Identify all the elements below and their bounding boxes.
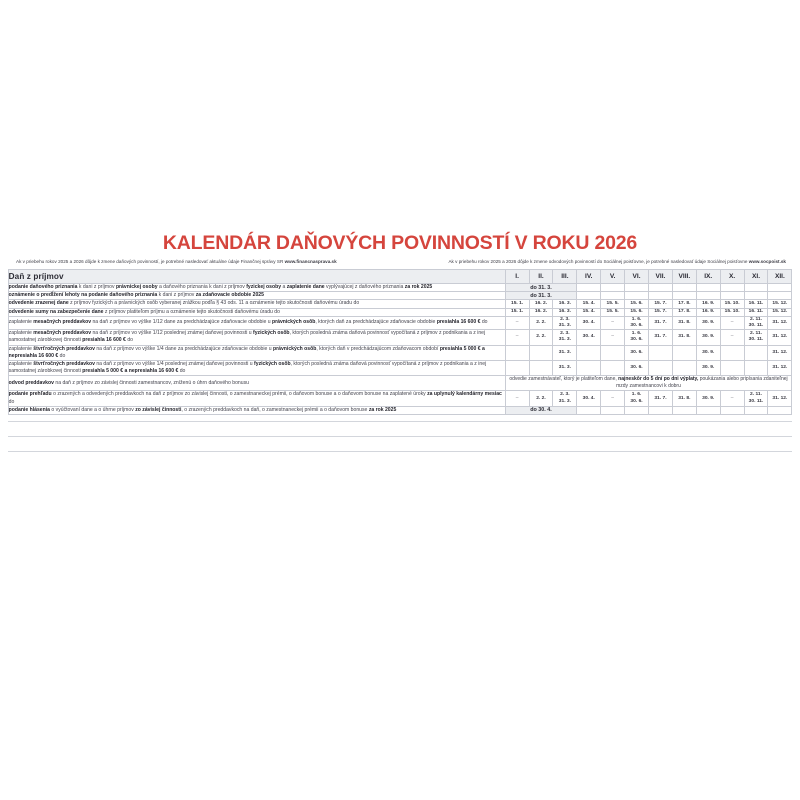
row-danove-priznanie-month-12 bbox=[768, 284, 792, 292]
notes-row bbox=[8, 256, 792, 269]
row-danove-priznanie-month-8 bbox=[672, 284, 696, 292]
row-stvrtrocne-pravnicke-month-7 bbox=[649, 345, 673, 360]
row-mesacne-fyzicke-month-9: 30. 9. bbox=[696, 330, 720, 345]
table-row bbox=[8, 284, 792, 292]
row-podanie-prehladu-description: podanie prehľadu o zrazených a odvedených preddavkoch na daň z príjmov zo závislej činnosti, o zamestnaneckej prémii, o daňovom bonuse a o daňovom bonuse na zaplatené úroky za uplynulý kalendárny mesiac do bbox=[8, 391, 505, 406]
row-podanie-prehladu-month-2: 2. 2. bbox=[529, 391, 553, 406]
table-row bbox=[8, 391, 792, 406]
row-danove-priznanie-month-11 bbox=[744, 284, 768, 292]
row-stvrtrocne-fyzicke-month-2 bbox=[529, 361, 553, 376]
row-oznamenie-predlzenie-month-9 bbox=[696, 292, 720, 300]
row-podanie-prehladu-month-10: – bbox=[720, 391, 744, 406]
row-mesacne-pravnicke-month-5: – bbox=[601, 316, 625, 329]
row-zrazena-dan-month-7: 15. 7. bbox=[649, 300, 673, 308]
row-danove-priznanie-month-9 bbox=[696, 284, 720, 292]
row-stvrtrocne-fyzicke-month-9: 30. 9. bbox=[696, 361, 720, 376]
row-stvrtrocne-fyzicke-month-12: 31. 12. bbox=[768, 361, 792, 376]
row-mesacne-pravnicke-month-10: – bbox=[720, 316, 744, 329]
row-podanie-hlasenia-month-12 bbox=[768, 406, 792, 414]
header-month-11: XI. bbox=[744, 270, 768, 284]
header-month-7: VII. bbox=[649, 270, 673, 284]
row-mesacne-fyzicke-month-5: – bbox=[601, 330, 625, 345]
row-zabezpecenie-dane-month-2: 16. 2. bbox=[529, 308, 553, 316]
row-zrazena-dan-month-11: 16. 11. bbox=[744, 300, 768, 308]
row-podanie-hlasenia-month-6 bbox=[625, 406, 649, 414]
row-mesacne-pravnicke-month-8: 31. 8. bbox=[672, 316, 696, 329]
row-oznamenie-predlzenie-month-11 bbox=[744, 292, 768, 300]
row-podanie-hlasenia-month-5 bbox=[601, 406, 625, 414]
row-danove-priznanie-description: podanie daňového priznania k dani z príjmov právnickej osoby a daňového priznania k dani z príjmov fyzickej osoby a zaplatenie dane vyplývajúcej z daňového priznania za rok 2025 bbox=[8, 284, 505, 292]
row-podanie-prehladu-month-3: 2. 3. 31. 3. bbox=[553, 391, 577, 406]
tail-lines bbox=[8, 415, 792, 452]
row-podanie-prehladu-month-4: 30. 4. bbox=[577, 391, 601, 406]
row-stvrtrocne-fyzicke-month-6: 30. 6. bbox=[625, 361, 649, 376]
header-month-5: V. bbox=[601, 270, 625, 284]
note-socpoist-link: www.socpoist.sk bbox=[748, 259, 786, 264]
header-month-12: XII. bbox=[768, 270, 792, 284]
table-row bbox=[8, 330, 792, 345]
header-description: Daň z príjmov bbox=[8, 270, 505, 284]
row-stvrtrocne-pravnicke-month-6: 30. 6. bbox=[625, 345, 649, 360]
row-mesacne-pravnicke-description: zaplatenie mesačných preddavkov na daň z príjmov vo výške 1/12 dane za predchádzajúce zdaňovacie obdobie u právnických osôb, ktorých daň za predchádzajúce zdaňovacie obdobie presiahla 16 600 € do bbox=[8, 316, 505, 329]
row-zrazena-dan-month-10: 15. 10. bbox=[720, 300, 744, 308]
row-mesacne-pravnicke-month-7: 31. 7. bbox=[649, 316, 673, 329]
header-month-1: I. bbox=[505, 270, 529, 284]
header-month-9: IX. bbox=[696, 270, 720, 284]
row-oznamenie-predlzenie-month-10 bbox=[720, 292, 744, 300]
row-zrazena-dan-month-5: 15. 5. bbox=[601, 300, 625, 308]
row-podanie-hlasenia-month-7 bbox=[649, 406, 673, 414]
row-mesacne-fyzicke-month-11: 2. 11. 30. 11. bbox=[744, 330, 768, 345]
row-stvrtrocne-fyzicke-month-11 bbox=[744, 361, 768, 376]
row-danove-priznanie-month-10 bbox=[720, 284, 744, 292]
row-stvrtrocne-pravnicke-description: zaplatenie štvrťročných preddavkov na daň z príjmov vo výške 1/4 dane za predchádzajúce zdaňovacie obdobie u právnických osôb, ktorých daň v predchádzajúcom zdaňovacom období presiahla 5 000 € a nepresiahla 16 600 € do bbox=[8, 345, 505, 360]
row-zrazena-dan-month-2: 16. 2. bbox=[529, 300, 553, 308]
row-oznamenie-predlzenie-month-8 bbox=[672, 292, 696, 300]
row-zrazena-dan-month-8: 17. 8. bbox=[672, 300, 696, 308]
calendar-sheet bbox=[0, 232, 800, 452]
row-zabezpecenie-dane-month-7: 15. 7. bbox=[649, 308, 673, 316]
row-zabezpecenie-dane-month-12: 15. 12. bbox=[768, 308, 792, 316]
row-mesacne-fyzicke-month-7: 31. 7. bbox=[649, 330, 673, 345]
row-oznamenie-predlzenie-month-4 bbox=[577, 292, 601, 300]
tax-calendar-table bbox=[8, 269, 793, 415]
row-mesacne-fyzicke-month-2: 2. 2. bbox=[529, 330, 553, 345]
row-mesacne-fyzicke-description: zaplatenie mesačných preddavkov na daň z príjmov vo výške 1/12 poslednej známej daňovej povinnosti u fyzických osôb, ktorých posledná známa daňová povinnosť vypočítaná z príjmov z podnikania a z inej samostatnej zárobkovej činnosti presiahla 16 600 € do bbox=[8, 330, 505, 345]
row-stvrtrocne-pravnicke-month-5 bbox=[601, 345, 625, 360]
row-odvod-preddavkov-note: odvedie zamestnávateľ, ktorý je platiteľom dane, najneskôr do 5 dní po dni výplaty, poukázania alebo pripísania zdaniteľnej mzdy zamestnancovi k dobru bbox=[505, 376, 792, 391]
row-oznamenie-predlzenie-description: oznámenie o predĺžení lehoty na podanie daňového priznania k dani z príjmov za zdaňovacie obdobie 2025 bbox=[8, 292, 505, 300]
note-financnasprava-text: Ak v priebehu rokov 2025 a 2026 dôjde k zmene daňových povinností, je potrebné nasledovať aktuálne údaje Finančnej správy SR bbox=[16, 259, 285, 264]
table-row bbox=[8, 308, 792, 316]
tail-line bbox=[8, 421, 792, 422]
row-podanie-hlasenia-month-10 bbox=[720, 406, 744, 414]
row-podanie-prehladu-month-5: – bbox=[601, 391, 625, 406]
table-row bbox=[8, 292, 792, 300]
row-zrazena-dan-month-12: 15. 12. bbox=[768, 300, 792, 308]
row-mesacne-pravnicke-month-9: 30. 9. bbox=[696, 316, 720, 329]
header-month-6: VI. bbox=[625, 270, 649, 284]
note-financnasprava-link: www.financnasprava.sk bbox=[284, 259, 337, 264]
row-mesacne-fyzicke-month-6: 1. 6. 30. 6. bbox=[625, 330, 649, 345]
row-oznamenie-predlzenie-month-6 bbox=[625, 292, 649, 300]
row-stvrtrocne-fyzicke-month-8 bbox=[672, 361, 696, 376]
row-zabezpecenie-dane-month-10: 15. 10. bbox=[720, 308, 744, 316]
row-podanie-hlasenia-description: podanie hlásenia o vyúčtovaní dane a o úhrne príjmov zo závislej činnosti, o zrazených preddavkoch na daň, o zamestnaneckej prémii a o daňovom bonuse za rok 2025 bbox=[8, 406, 505, 414]
table-header-row bbox=[8, 270, 792, 284]
row-podanie-prehladu-month-9: 30. 9. bbox=[696, 391, 720, 406]
row-zrazena-dan-description: odvedenie zrazenej dane z príjmov fyzických a právnických osôb vyberanej zrážkou podľa § 43 ods. 11 a oznámenie tejto skutočnosti daňovému úradu do bbox=[8, 300, 505, 308]
row-odvod-preddavkov-description: odvod preddavkov na daň z príjmov zo závislej činnosti zamestnancov, zníženú o úhrn daňového bonusu bbox=[8, 376, 505, 391]
row-mesacne-fyzicke-month-3: 2. 3. 31. 3. bbox=[553, 330, 577, 345]
note-financnasprava bbox=[8, 259, 337, 265]
row-stvrtrocne-pravnicke-month-9: 30. 9. bbox=[696, 345, 720, 360]
row-mesacne-pravnicke-month-3: 2. 3. 31. 3. bbox=[553, 316, 577, 329]
row-mesacne-fyzicke-month-8: 31. 8. bbox=[672, 330, 696, 345]
row-stvrtrocne-fyzicke-month-3: 31. 3. bbox=[553, 361, 577, 376]
row-stvrtrocne-fyzicke-month-5 bbox=[601, 361, 625, 376]
note-socpoist bbox=[448, 259, 792, 265]
row-stvrtrocne-pravnicke-month-11 bbox=[744, 345, 768, 360]
row-podanie-hlasenia-month-11 bbox=[744, 406, 768, 414]
row-stvrtrocne-pravnicke-month-4 bbox=[577, 345, 601, 360]
table-row bbox=[8, 300, 792, 308]
header-month-4: IV. bbox=[577, 270, 601, 284]
table-row bbox=[8, 376, 792, 391]
table-row bbox=[8, 316, 792, 329]
row-zabezpecenie-dane-month-11: 16. 11. bbox=[744, 308, 768, 316]
row-podanie-hlasenia-month-8 bbox=[672, 406, 696, 414]
row-stvrtrocne-pravnicke-month-2 bbox=[529, 345, 553, 360]
page-title: KALENDÁR DAŇOVÝCH POVINNOSTÍ V ROKU 2026 bbox=[162, 232, 638, 254]
row-zrazena-dan-month-6: 15. 6. bbox=[625, 300, 649, 308]
row-oznamenie-predlzenie-month-12 bbox=[768, 292, 792, 300]
table-head bbox=[8, 270, 792, 284]
row-danove-priznanie-month-5 bbox=[601, 284, 625, 292]
table-row bbox=[8, 406, 792, 414]
row-podanie-prehladu-month-8: 31. 8. bbox=[672, 391, 696, 406]
tail-line bbox=[8, 451, 792, 452]
row-zrazena-dan-month-4: 15. 4. bbox=[577, 300, 601, 308]
row-zabezpecenie-dane-month-6: 15. 6. bbox=[625, 308, 649, 316]
row-podanie-prehladu-month-6: 1. 6. 30. 6. bbox=[625, 391, 649, 406]
row-zabezpecenie-dane-month-1: 15. 1. bbox=[505, 308, 529, 316]
row-zabezpecenie-dane-month-8: 17. 8. bbox=[672, 308, 696, 316]
header-month-8: VIII. bbox=[672, 270, 696, 284]
row-mesacne-fyzicke-month-4: 30. 4. bbox=[577, 330, 601, 345]
row-oznamenie-predlzenie-month-7 bbox=[649, 292, 673, 300]
row-stvrtrocne-fyzicke-month-4 bbox=[577, 361, 601, 376]
note-socpoist-text: Ak v priebehu rokov 2025 a 2026 dôjde k zmene odvodových povinností do Sociálnej poisťovne, je potrebné nasledovať údaje Sociálnej poisťovne bbox=[448, 259, 749, 264]
row-zabezpecenie-dane-month-3: 16. 3. bbox=[553, 308, 577, 316]
row-stvrtrocne-pravnicke-month-12: 31. 12. bbox=[768, 345, 792, 360]
row-stvrtrocne-fyzicke-description: zaplatenie štvrťročných preddavkov na daň z príjmov vo výške 1/4 poslednej známej daňovej povinnosti u fyzických osôb, ktorých posledná známa daňová povinnosť vypočítaná z príjmov z podnikania a z inej samostatnej zárobkovej činnosti presiahla 5 000 € a nepresiahla 16 600 € do bbox=[8, 361, 505, 376]
row-podanie-hlasenia-merged-deadline: do 30. 4. bbox=[505, 406, 577, 414]
row-oznamenie-predlzenie-merged-deadline: do 31. 3. bbox=[505, 292, 577, 300]
row-mesacne-pravnicke-month-12: 31. 12. bbox=[768, 316, 792, 329]
row-podanie-prehladu-month-7: 31. 7. bbox=[649, 391, 673, 406]
row-zabezpecenie-dane-month-5: 15. 5. bbox=[601, 308, 625, 316]
row-podanie-hlasenia-month-4 bbox=[577, 406, 601, 414]
row-stvrtrocne-pravnicke-month-8 bbox=[672, 345, 696, 360]
row-podanie-prehladu-month-11: 2. 11. 30. 11. bbox=[744, 391, 768, 406]
row-zrazena-dan-month-3: 16. 3. bbox=[553, 300, 577, 308]
header-month-3: III. bbox=[553, 270, 577, 284]
row-danove-priznanie-merged-deadline: do 31. 3. bbox=[505, 284, 577, 292]
row-zrazena-dan-month-9: 16. 9. bbox=[696, 300, 720, 308]
row-mesacne-fyzicke-month-10: – bbox=[720, 330, 744, 345]
row-mesacne-pravnicke-month-1: – bbox=[505, 316, 529, 329]
row-zrazena-dan-month-1: 15. 1. bbox=[505, 300, 529, 308]
header-month-10: X. bbox=[720, 270, 744, 284]
tail-line bbox=[8, 436, 792, 437]
row-stvrtrocne-fyzicke-month-1 bbox=[505, 361, 529, 376]
row-stvrtrocne-fyzicke-month-10 bbox=[720, 361, 744, 376]
table-row bbox=[8, 361, 792, 376]
row-danove-priznanie-month-4 bbox=[577, 284, 601, 292]
row-stvrtrocne-pravnicke-month-3: 31. 3. bbox=[553, 345, 577, 360]
row-podanie-hlasenia-month-9 bbox=[696, 406, 720, 414]
row-mesacne-fyzicke-month-1: – bbox=[505, 330, 529, 345]
row-mesacne-pravnicke-month-4: 30. 4. bbox=[577, 316, 601, 329]
row-mesacne-pravnicke-month-11: 2. 11. 30. 11. bbox=[744, 316, 768, 329]
row-podanie-prehladu-month-12: 31. 12. bbox=[768, 391, 792, 406]
row-zabezpecenie-dane-description: odvedenie sumy na zabezpečenie dane z príjmov platiteľom príjmu a oznámenie tejto skutočnosti daňovému úradu do bbox=[8, 308, 505, 316]
row-mesacne-pravnicke-month-2: 2. 2. bbox=[529, 316, 553, 329]
row-oznamenie-predlzenie-month-5 bbox=[601, 292, 625, 300]
table-row bbox=[8, 345, 792, 360]
table-body bbox=[8, 284, 792, 415]
row-mesacne-fyzicke-month-12: 31. 12. bbox=[768, 330, 792, 345]
row-danove-priznanie-month-7 bbox=[649, 284, 673, 292]
header-month-2: II. bbox=[529, 270, 553, 284]
row-mesacne-pravnicke-month-6: 1. 6. 30. 6. bbox=[625, 316, 649, 329]
row-stvrtrocne-pravnicke-month-1 bbox=[505, 345, 529, 360]
row-stvrtrocne-pravnicke-month-10 bbox=[720, 345, 744, 360]
row-zabezpecenie-dane-month-4: 15. 4. bbox=[577, 308, 601, 316]
row-podanie-prehladu-month-1: – bbox=[505, 391, 529, 406]
row-danove-priznanie-month-6 bbox=[625, 284, 649, 292]
row-stvrtrocne-fyzicke-month-7 bbox=[649, 361, 673, 376]
row-zabezpecenie-dane-month-9: 16. 9. bbox=[696, 308, 720, 316]
